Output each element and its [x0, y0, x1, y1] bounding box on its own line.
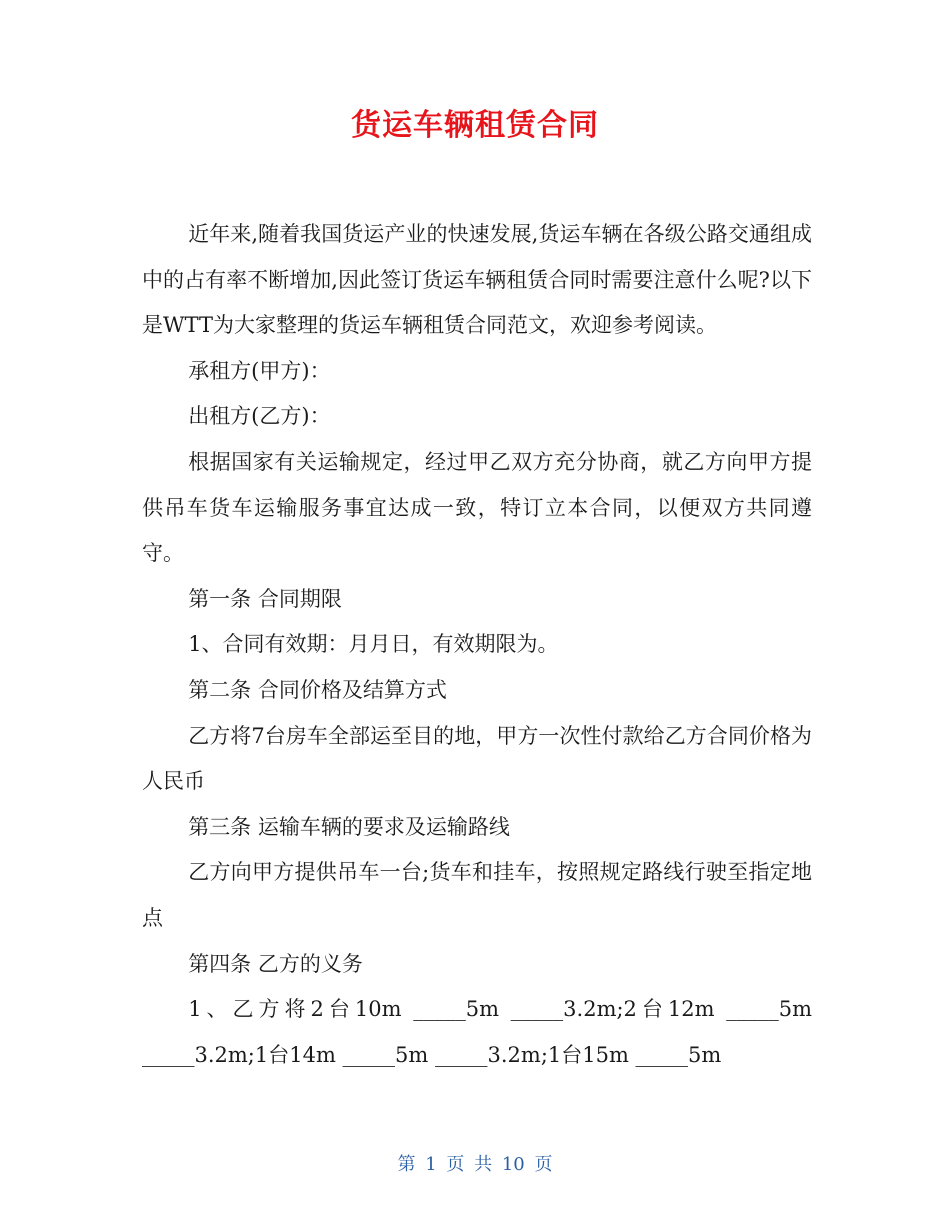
- article-2-heading: 第二条 合同价格及结算方式: [188, 677, 447, 702]
- article-3-text: 乙方向甲方提供吊车一台;货车和挂车，按照规定路线行驶至指定地点: [142, 860, 812, 930]
- article-1-item-1: 1、合同有效期：月月日，有效期限为。: [188, 632, 559, 657]
- lessor-line: 出租方(乙方)：: [188, 404, 331, 429]
- intro-paragraph: 近年来,随着我国货运产业的快速发展,货运车辆在各级公路交通组成中的占有率不断增加,因此签订货运车辆租赁合同时需要注意什么呢?以下是WTT为大家整理的货运车辆租赁合同范文，欢迎参考阅读。: [142, 222, 812, 338]
- article-4-heading: 第四条 乙方的义务: [188, 951, 363, 976]
- page-number-footer: 第 1 页 共 10 页: [397, 1154, 553, 1175]
- lessee-line: 承租方(甲方)：: [188, 358, 331, 383]
- agreement-paragraph: 根据国家有关运输规定，经过甲乙双方充分协商，就乙方向甲方提供吊车货车运输服务事宜达成一致，特订立本合同，以便双方共同遵守。: [142, 449, 812, 566]
- document-body: [142, 212, 812, 1078]
- article-1-heading: 第一条 合同期限: [188, 586, 342, 611]
- article-4-item-1: 1、乙方将2台10m _____5m _____3.2m;2台12m _____5m _____3.2m;1台14m _____5m _____3.2m;1台15m _____5m: [142, 997, 812, 1067]
- article-3-heading: 第三条 运输车辆的要求及运输路线: [188, 814, 510, 839]
- article-2-text: 乙方将7台房车全部运至目的地，甲方一次性付款给乙方合同价格为人民币: [142, 723, 812, 794]
- document-title: 货运车辆租赁合同: [351, 108, 599, 143]
